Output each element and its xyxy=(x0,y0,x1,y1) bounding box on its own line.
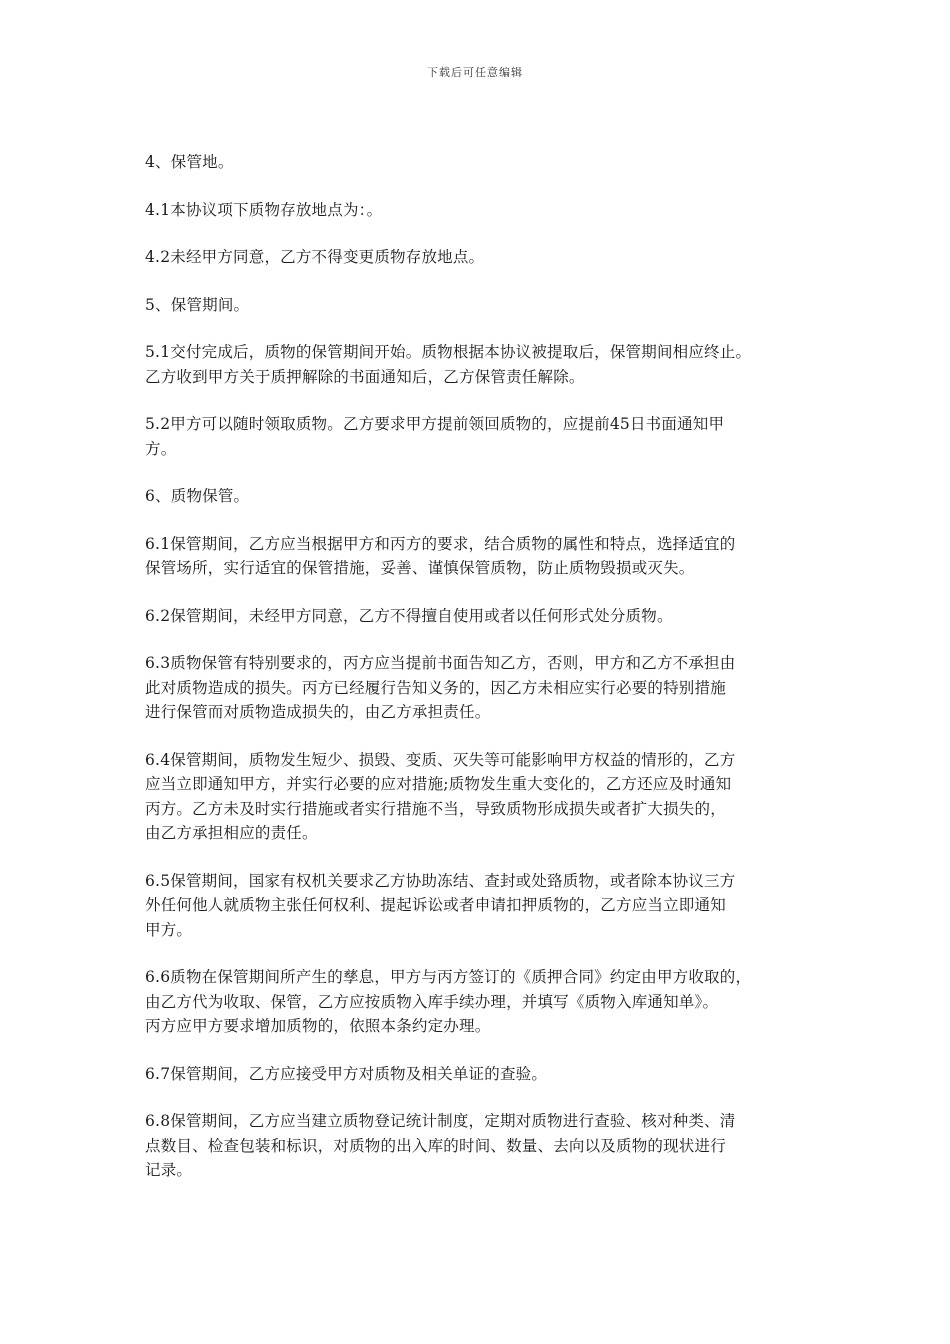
section-heading-6: 6、质物保管。 xyxy=(145,487,250,505)
clause-6-5: 6.5保管期间，国家有权机关要求乙方协助冻结、查封或处臵质物，或者除本协议三方 外任何他人就质物主张任何权利、提起诉讼或者申请扣押质物的，乙方应当立即通知 甲方。 xyxy=(145,871,736,939)
page-header: 下载后可任意编辑 xyxy=(427,66,523,79)
section-heading-5: 5、保管期间。 xyxy=(145,295,250,314)
clause-6-1: 6.1保管期间，乙方应当根据甲方和丙方的要求，结合质物的属性和特点，选择适宜的 保管场所，实行适宜的保管措施，妥善、谨慎保管质物，防止质物毁损或灭失。 xyxy=(145,534,736,577)
clause-6-3: 6.3质物保管有特别要求的，丙方应当提前书面告知乙方，否则，甲方和乙方不承担由 此对质物造成的损失。丙方已经履行告知义务的，因乙方未相应实行必要的特别措施 进行保管而对质物造成损失的，由乙方承担责任。 xyxy=(145,654,736,721)
document-body xyxy=(145,150,845,1206)
clause-5-1: 5.1交付完成后，质物的保管期间开始。质物根据本协议被提取后，保管期间相应终止。 乙方收到甲方关于质押解除的书面通知后，乙方保管责任解除。 xyxy=(145,343,752,386)
clause-4-1: 4.1本协议项下质物存放地点为：。 xyxy=(145,200,383,219)
clause-6-7: 6.7保管期间，乙方应接受甲方对质物及相关单证的查验。 xyxy=(145,1064,548,1083)
clause-6-4: 6.4保管期间，质物发生短少、损毁、变质、灭失等可能影响甲方权益的情形的，乙方 应当立即通知甲方，并实行必要的应对措施;质物发生重大变化的，乙方还应及时通知 丙方。乙方未及时实行措施或者实行措施不当，导致质物形成损失或者扩大损失的， 由乙方承担相应的责任。 xyxy=(145,750,736,842)
clause-6-2: 6.2保管期间，未经甲方同意，乙方不得擅自使用或者以任何形式处分质物。 xyxy=(145,606,673,625)
section-heading-4: 4、保管地。 xyxy=(145,153,234,171)
clause-6-6: 6.6质物在保管期间所产生的孳息，甲方与丙方签订的《质押合同》约定由甲方收取的， 由乙方代为收取、保管，乙方应按质物入库手续办理，并填写《质物入库通知单》。 丙方应甲方要求增加质物的，依照本条约定办理。 xyxy=(145,968,752,1035)
clause-5-2: 5.2甲方可以随时领取质物。乙方要求甲方提前领回质物的，应提前45日书面通知甲 方。 xyxy=(145,415,725,458)
clause-4-2: 4.2未经甲方同意，乙方不得变更质物存放地点。 xyxy=(145,248,485,266)
clause-6-8: 6.8保管期间，乙方应当建立质物登记统计制度，定期对质物进行查验、核对种类、清 点数目、检查包装和标识，对质物的出入库的时间、数量、去向以及质物的现状进行 记录。 xyxy=(145,1112,736,1179)
